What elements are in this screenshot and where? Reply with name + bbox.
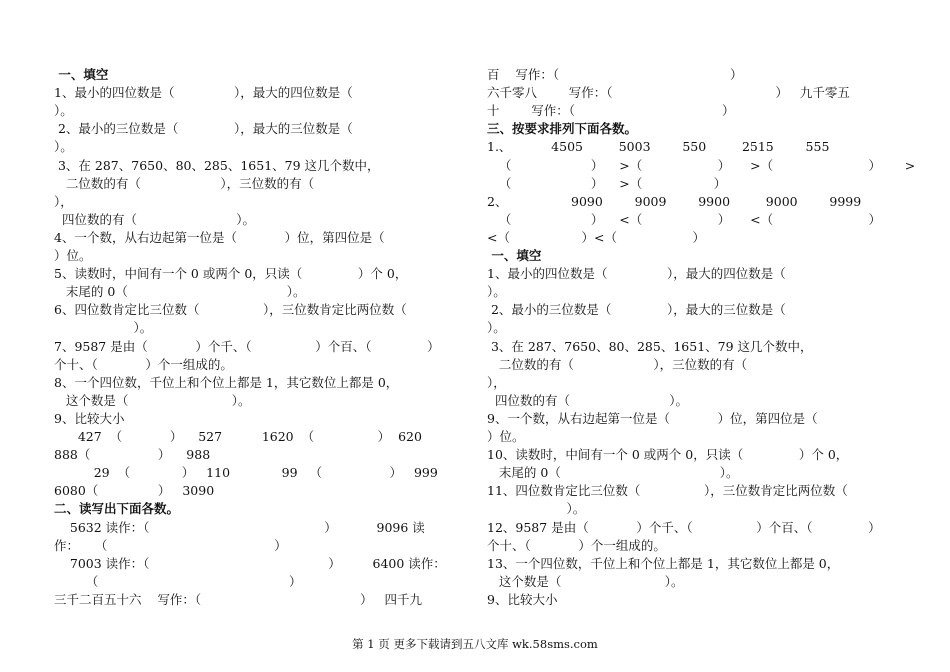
text-line: 10、读数时，中间有一个 0 或两个 0，只读（ ）个 0， bbox=[487, 447, 849, 463]
text-line: 11、四位数肯定比三位数（ ），三位数肯定比两位数（ bbox=[487, 483, 848, 499]
text-line: 个十、（ ）个一组成的。 bbox=[487, 537, 666, 553]
text-line: 7003 读作：（ ） 6400 读作： bbox=[54, 555, 446, 571]
text-line: 百 写作：（ ） bbox=[487, 67, 743, 82]
text-line: 1.、 4505 5003 550 2515 555 bbox=[487, 139, 830, 155]
text-line: （ ） >（ ） bbox=[487, 175, 727, 191]
text-line: 6、四位数肯定比三位数（ ），三位数肯定比两位数（ bbox=[54, 302, 407, 318]
text-line: 888（ ） 988 bbox=[54, 447, 211, 463]
text-line: 1、最小的四位数是（ ），最大的四位数是（ bbox=[54, 85, 353, 101]
text-line: （ ） >（ ） >（ ） > bbox=[487, 157, 916, 173]
text-line: 末尾的 0（ ）。 bbox=[54, 284, 306, 300]
text-line: 8、一个四位数，千位上和个位上都是 1，其它数位上都是 0， bbox=[54, 374, 399, 390]
text-line: ）。 bbox=[54, 320, 153, 336]
section-heading: 一、填空 bbox=[487, 248, 542, 263]
text-line: 二位数的有（ ），三位数的有（ bbox=[487, 356, 748, 372]
text-line: 六千零八 写作：（ ） 九千零五 bbox=[487, 85, 850, 101]
text-line: 十 写作：（ ） bbox=[487, 103, 735, 119]
text-line: 3、在 287、7650、80、285、1651、79 这几个数中， bbox=[487, 338, 813, 354]
text-line: 2、最小的三位数是（ ），最大的三位数是（ bbox=[487, 302, 786, 318]
text-line: （ ） <（ ） <（ ） bbox=[487, 211, 881, 227]
section-heading: 一、填空 bbox=[54, 67, 109, 82]
text-line: 这个数是（ ）。 bbox=[54, 392, 251, 408]
text-line: （ ） bbox=[54, 573, 302, 589]
text-line: ）， bbox=[54, 193, 73, 209]
text-line: 四位数的有（ ）。 bbox=[487, 392, 689, 408]
text-line: 2、最小的三位数是（ ），最大的三位数是（ bbox=[54, 121, 353, 137]
text-line: ）。 bbox=[487, 501, 586, 517]
text-line: 6080（ ） 3090 bbox=[54, 483, 215, 499]
text-line: 12、9587 是由（ ）个千、（ ）个百、（ ） bbox=[487, 519, 881, 535]
text-line: 三千二百五十六 写作：（ ） 四千九 bbox=[54, 591, 422, 607]
text-line: 2、 9090 9009 9900 9000 9999 bbox=[487, 193, 862, 209]
text-line: <（ ）<（ ） bbox=[487, 229, 705, 245]
section-heading: 二、读写出下面各数。 bbox=[54, 501, 180, 517]
text-line: ）。 bbox=[54, 103, 73, 119]
text-line: 9、一个数，从右边起第一位是（ ）位，第四位是（ bbox=[487, 410, 818, 426]
text-line: ）。 bbox=[54, 139, 73, 155]
text-line: 29 （ ） 110 99 （ ） 999 bbox=[54, 465, 438, 481]
text-line: 作： （ ） bbox=[54, 537, 287, 553]
text-line: ）。 bbox=[487, 320, 506, 336]
text-line: 个十、（ ）个一组成的。 bbox=[54, 356, 233, 372]
text-line: 这个数是（ ）。 bbox=[487, 573, 684, 589]
text-line: 427 （ ） 527 1620 （ ） 620 bbox=[54, 429, 422, 444]
text-line: 5632 读作：（ ） 9096 读 bbox=[54, 519, 425, 535]
text-line: 二位数的有（ ），三位数的有（ bbox=[54, 175, 315, 191]
text-line: ）， bbox=[487, 374, 506, 390]
section-heading: 三、按要求排列下面各数。 bbox=[487, 121, 638, 137]
text-line: ）位。 bbox=[487, 429, 525, 444]
text-line: 5、读数时，中间有一个 0 或两个 0，只读（ ）个 0， bbox=[54, 266, 408, 282]
text-line: 7、9587 是由（ ）个千、（ ）个百、（ ） bbox=[54, 338, 440, 354]
text-line: 9、比较大小 bbox=[54, 410, 125, 426]
text-line: 4、一个数，从右边起第一位是（ ）位，第四位是（ bbox=[54, 229, 385, 245]
text-line: 1、最小的四位数是（ ），最大的四位数是（ bbox=[487, 266, 786, 282]
text-line: 末尾的 0（ ）。 bbox=[487, 465, 739, 481]
text-line: ）位。 bbox=[54, 248, 92, 263]
page-footer: 第 1 页 更多下载请到五八文库 wk.58sms.com bbox=[352, 637, 598, 651]
text-line: 13、一个四位数，千位上和个位上都是 1，其它数位上都是 0， bbox=[487, 555, 840, 571]
text-line: 9、比较大小 bbox=[487, 591, 558, 607]
text-line: 四位数的有（ ）。 bbox=[54, 211, 256, 227]
text-line: 3、在 287、7650、80、285、1651、79 这几个数中， bbox=[54, 157, 380, 173]
text-line: ）。 bbox=[487, 284, 506, 300]
